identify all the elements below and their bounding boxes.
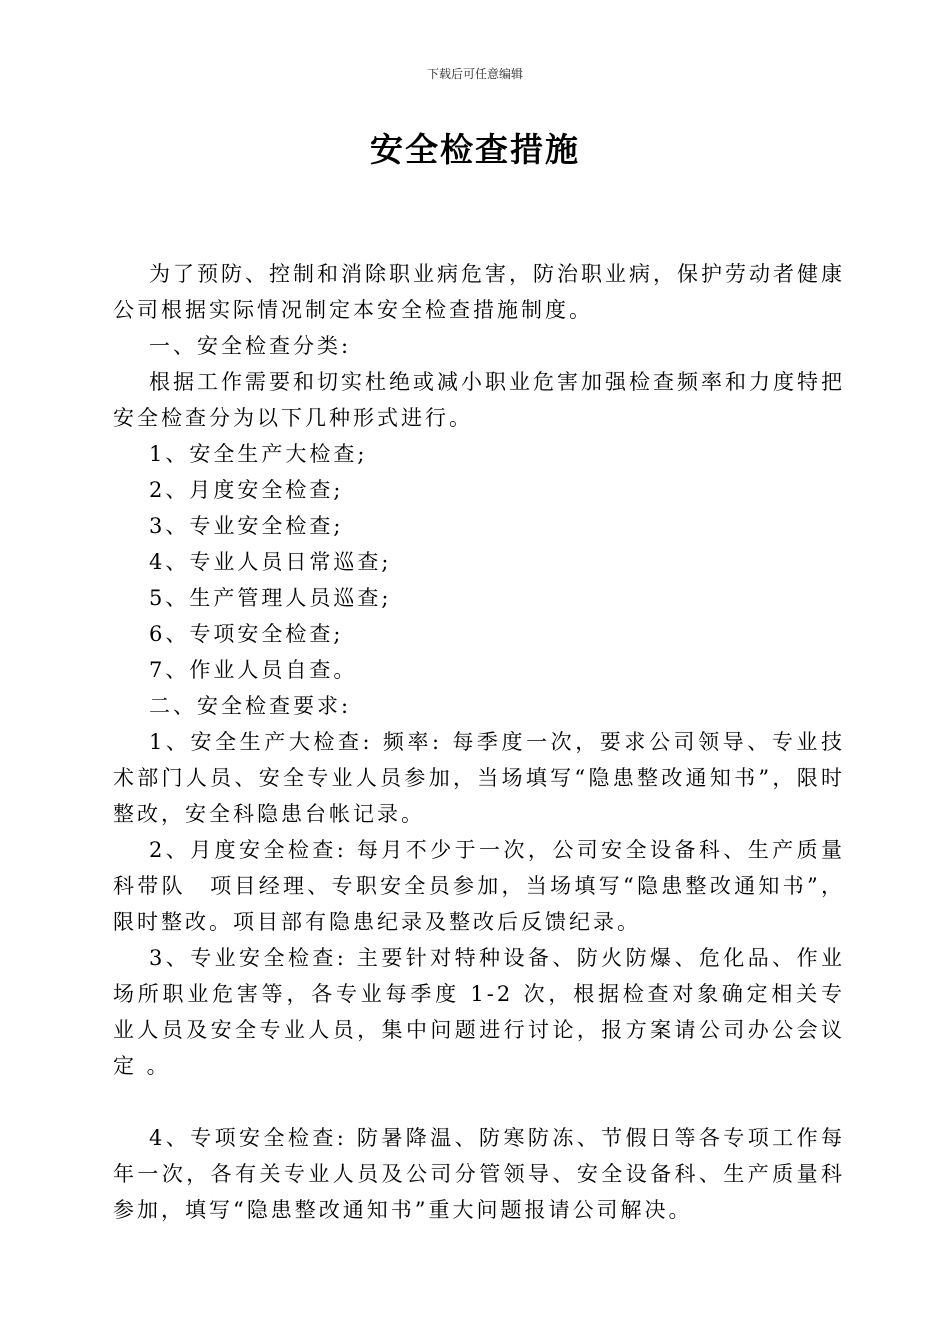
requirement-paragraph: 4、专项安全检查: 防暑降温、防寒防冻、节假日等各专项工作每年一次，各有关专业人员及公司分管领导、安全设备科、生产质量科参加，填写“隐患整改通知书”重大问题报请公司解决。 bbox=[113, 1126, 845, 1222]
list-item: 1、安全生产大检查; bbox=[149, 442, 368, 466]
section-heading-classification: 一、安全检查分类: bbox=[149, 334, 352, 358]
list-item: 5、生产管理人员巡查; bbox=[149, 586, 392, 610]
requirement-paragraph: 1、安全生产大检查: 频率: 每季度一次，要求公司领导、专业技术部门人员、安全专业人员参加，当场填写“隐患整改通知书”，限时整改，安全科隐患台帐记录。 bbox=[113, 730, 845, 826]
list-item: 7、作业人员自查。 bbox=[149, 658, 358, 682]
list-item: 3、专业安全检查; bbox=[149, 514, 344, 538]
requirement-paragraph: 3、专业安全检查: 主要针对特种设备、防火防爆、危化品、作业场所职业危害等，各专业每季度 1-2 次，根据检查对象确定相关专业人员及安全专业人员，集中问题进行讨论，报方案请公司办公会议定 。 bbox=[113, 946, 845, 1078]
requirement-paragraph: 2、月度安全检查: 每月不少于一次，公司安全设备科、生产质量科带队 项目经理、专职安全员参加，当场填写“隐患整改通知书”，限时整改。项目部有隐患纪录及整改后反馈纪录。 bbox=[113, 838, 845, 934]
document-title: 安全检查措施 bbox=[370, 130, 580, 169]
list-item: 6、专项安全检查; bbox=[149, 622, 344, 646]
header-note: 下载后可任意编辑 bbox=[426, 67, 523, 81]
paragraph-gap bbox=[113, 1084, 845, 1120]
section-heading-requirements: 二、安全检查要求: bbox=[149, 694, 352, 718]
intro-paragraph: 为了预防、控制和消除职业病危害，防治职业病，保护劳动者健康公司根据实际情况制定本安全检查措施制度。 bbox=[113, 262, 845, 322]
classification-paragraph: 根据工作需要和切实杜绝或减小职业危害加强检查频率和力度特把安全检查分为以下几种形式进行。 bbox=[113, 370, 845, 430]
list-item: 2、月度安全检查; bbox=[149, 478, 344, 502]
list-item: 4、专业人员日常巡查; bbox=[149, 550, 392, 574]
document-body bbox=[113, 256, 845, 1228]
